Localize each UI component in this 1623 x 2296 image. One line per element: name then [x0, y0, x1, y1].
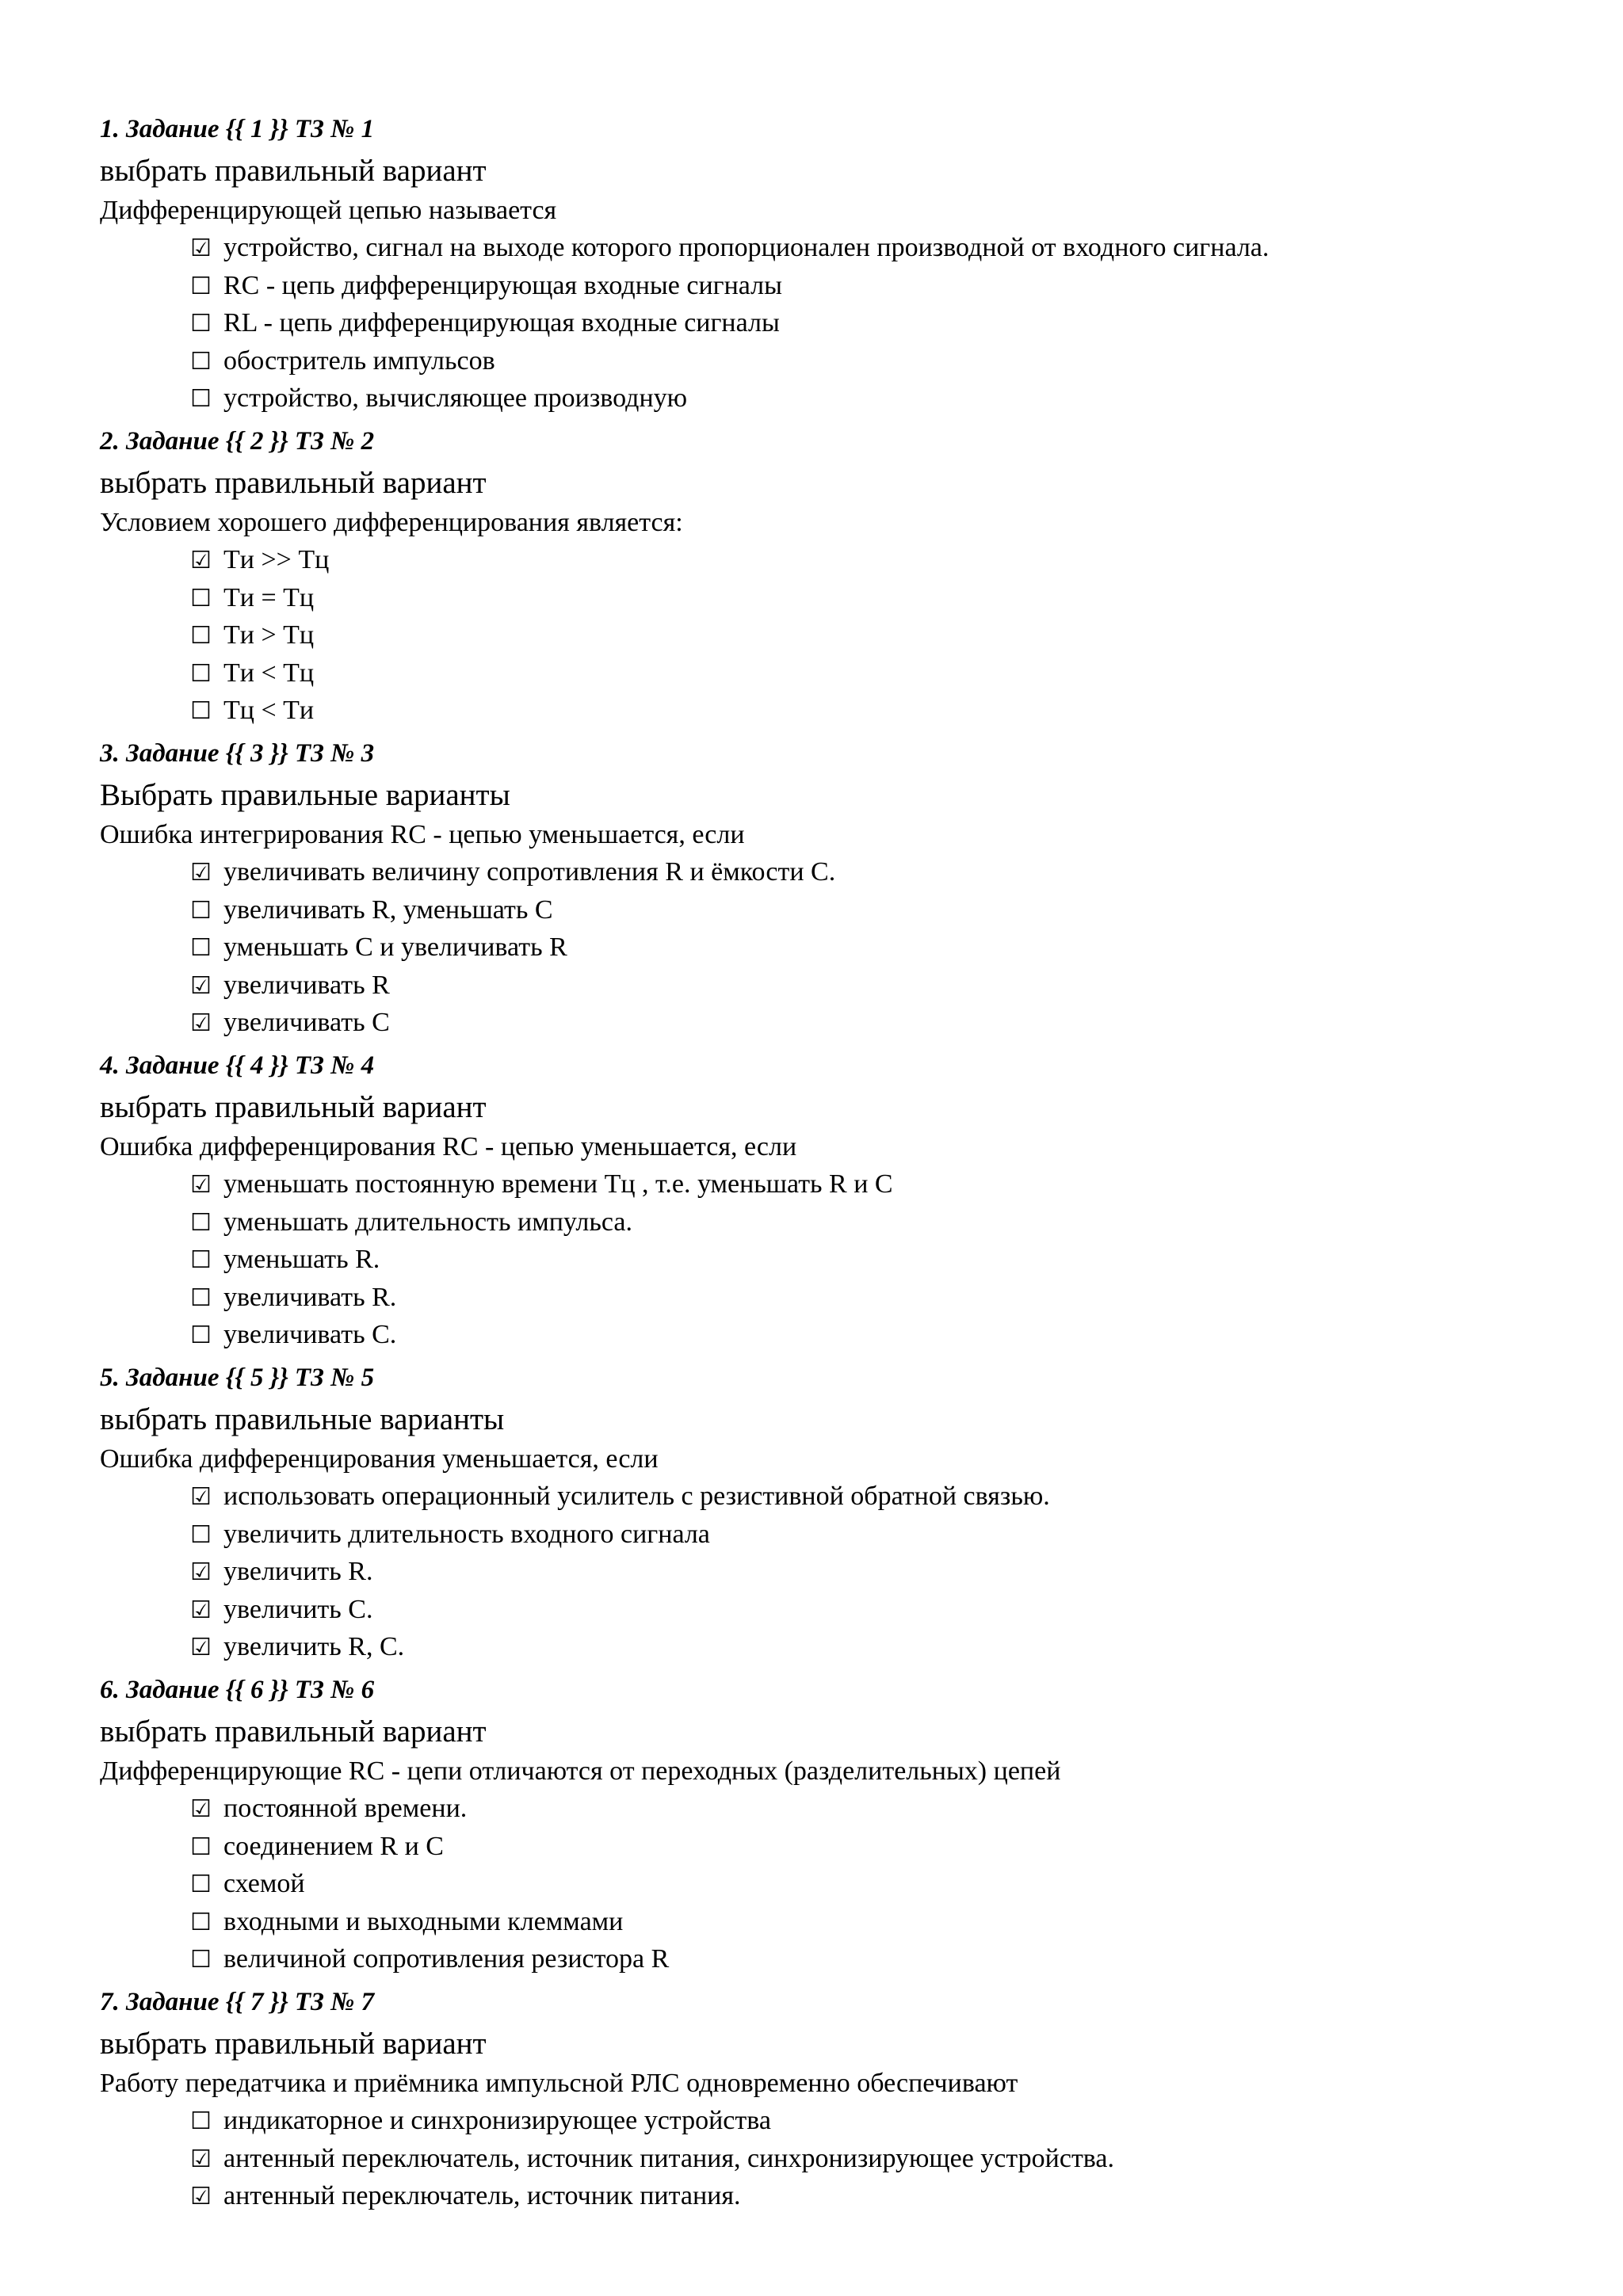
- answer-option[interactable]: [100, 1591, 1574, 1629]
- task-question: Ошибка дифференцирования уменьшается, если: [100, 1444, 659, 1474]
- task-instruction: выбрать правильный вариант: [100, 2027, 487, 2061]
- unchecked-box-icon[interactable]: ☐: [190, 1908, 212, 1936]
- answer-option[interactable]: [100, 1516, 1574, 1554]
- task-block: [100, 108, 1574, 420]
- answer-option-text: величиной сопротивления резистора R: [223, 1944, 670, 1974]
- answer-option-text: уменьшать C и увеличивать R: [223, 933, 567, 962]
- task-title: 2. Задание {{ 2 }} ТЗ № 2: [100, 427, 375, 456]
- task-instruction: выбрать правильные варианты: [100, 1402, 505, 1436]
- task-block: [100, 1044, 1574, 1356]
- unchecked-box-icon[interactable]: ☐: [190, 697, 212, 725]
- answer-option-text: увеличить R, C.: [223, 1632, 405, 1661]
- answer-option-text: увеличить R.: [223, 1557, 373, 1586]
- task-title: 1. Задание {{ 1 }} ТЗ № 1: [100, 115, 375, 143]
- unchecked-box-icon[interactable]: ☐: [190, 659, 212, 688]
- answer-options: [100, 229, 1574, 418]
- answer-option[interactable]: [100, 891, 1574, 929]
- answer-option[interactable]: [100, 267, 1574, 305]
- answer-options: [100, 1165, 1574, 1354]
- checked-box-icon[interactable]: ☑: [190, 547, 212, 574]
- task-title: 6. Задание {{ 6 }} ТЗ № 6: [100, 1676, 375, 1704]
- task-block: [100, 1669, 1574, 1981]
- unchecked-box-icon[interactable]: ☐: [190, 385, 212, 413]
- task-title: 3. Задание {{ 3 }} ТЗ № 3: [100, 739, 375, 768]
- task-block: [100, 732, 1574, 1044]
- answer-option[interactable]: [100, 1790, 1574, 1828]
- answer-option[interactable]: [100, 2177, 1574, 2215]
- task-instruction: выбрать правильный вариант: [100, 1090, 487, 1124]
- answer-option[interactable]: [100, 379, 1574, 418]
- checked-box-icon[interactable]: ☑: [190, 2145, 212, 2173]
- answer-option[interactable]: [100, 654, 1574, 692]
- answer-option[interactable]: [100, 1903, 1574, 1941]
- checked-box-icon[interactable]: ☑: [190, 1795, 212, 1823]
- answer-option[interactable]: [100, 1279, 1574, 1317]
- unchecked-box-icon[interactable]: ☐: [190, 272, 212, 300]
- answer-option-text: Tи >> Tц: [223, 545, 330, 574]
- answer-option-text: антенный переключатель, источник питания, синхронизирующее устройства.: [223, 2143, 1114, 2173]
- answer-option[interactable]: [100, 967, 1574, 1005]
- answer-option[interactable]: [100, 1478, 1574, 1516]
- answer-option-text: Tи > Tц: [223, 620, 315, 650]
- task-question: Ошибка интегрирования RC - цепью уменьшается, если: [100, 820, 745, 849]
- checked-box-icon[interactable]: ☑: [190, 859, 212, 887]
- unchecked-box-icon[interactable]: ☐: [190, 1520, 212, 1549]
- unchecked-box-icon[interactable]: ☐: [190, 2107, 212, 2135]
- task-question: Ошибка дифференцирования RC - цепью уменьшается, если: [100, 1132, 797, 1161]
- answer-option-text: Tи < Tц: [223, 658, 315, 688]
- answer-option-text: обостритель импульсов: [223, 345, 495, 376]
- task-title: 5. Задание {{ 5 }} ТЗ № 5: [100, 1363, 375, 1392]
- answer-option[interactable]: [100, 1165, 1574, 1203]
- task-question: Дифференцирующие RC - цепи отличаются от переходных (разделительных) цепей: [100, 1756, 1061, 1786]
- answer-option-text: антенный переключатель, источник питания.: [223, 2181, 741, 2210]
- unchecked-box-icon[interactable]: ☐: [190, 347, 212, 376]
- answer-option-text: увеличить C.: [223, 1594, 373, 1624]
- unchecked-box-icon[interactable]: ☐: [190, 896, 212, 925]
- unchecked-box-icon[interactable]: ☐: [190, 1322, 212, 1349]
- answer-option[interactable]: [100, 229, 1574, 267]
- answer-option-text: RL - цепь дифференцирующая входные сигналы: [223, 308, 780, 338]
- checked-box-icon[interactable]: ☑: [190, 235, 212, 262]
- checked-box-icon[interactable]: ☑: [190, 2183, 212, 2210]
- unchecked-box-icon[interactable]: ☐: [190, 934, 212, 962]
- test-document: [100, 108, 1574, 2293]
- task-block: [100, 1356, 1574, 1669]
- answer-option-text: увеличивать R: [223, 970, 390, 1000]
- answer-option[interactable]: [100, 2102, 1574, 2140]
- unchecked-box-icon[interactable]: ☐: [190, 1833, 212, 1861]
- answer-option-text: использовать операционный усилитель с резистивной обратной связью.: [223, 1482, 1050, 1511]
- task-block: [100, 420, 1574, 732]
- answer-option[interactable]: [100, 1241, 1574, 1279]
- unchecked-box-icon[interactable]: ☐: [190, 622, 212, 650]
- answer-option[interactable]: [100, 692, 1574, 730]
- task-instruction: Выбрать правильные варианты: [100, 778, 510, 812]
- answer-option-text: входными и выходными клеммами: [223, 1906, 624, 1936]
- answer-option-text: устройство, сигнал на выходе которого пропорционален производной от входного сигнала.: [223, 233, 1270, 262]
- answer-option-text: соединением R и C: [223, 1831, 444, 1861]
- unchecked-box-icon[interactable]: ☐: [190, 1946, 212, 1974]
- answer-option-text: постоянной времени.: [223, 1794, 468, 1823]
- answer-option-text: Tц < Tи: [223, 696, 315, 725]
- answer-options: [100, 1790, 1574, 1978]
- answer-option[interactable]: [100, 1316, 1574, 1354]
- task-question: Дифференцирующей цепью называется: [100, 196, 557, 225]
- checked-box-icon[interactable]: ☑: [190, 971, 212, 1000]
- checked-box-icon[interactable]: ☑: [190, 1634, 212, 1661]
- unchecked-box-icon[interactable]: ☐: [190, 1871, 212, 1898]
- answer-option-text: увеличивать C: [223, 1008, 390, 1037]
- task-instruction: выбрать правильный вариант: [100, 466, 487, 500]
- answer-option[interactable]: [100, 579, 1574, 617]
- answer-option[interactable]: [100, 1828, 1574, 1866]
- answer-option[interactable]: [100, 342, 1574, 380]
- answer-option[interactable]: [100, 616, 1574, 654]
- unchecked-box-icon[interactable]: ☐: [190, 1246, 212, 1274]
- answer-option[interactable]: [100, 853, 1574, 891]
- answer-option-text: RC - цепь дифференцирующая входные сигналы: [223, 270, 782, 300]
- answer-option-text: Tи = Tц: [223, 582, 315, 612]
- task-question: Работу передатчика и приёмника импульсной РЛС одновременно обеспечивают: [100, 2069, 1018, 2098]
- answer-options: [100, 853, 1574, 1042]
- answer-options: [100, 2102, 1574, 2215]
- answer-option-text: уменьшать длительность импульса.: [223, 1207, 632, 1237]
- checked-box-icon[interactable]: ☑: [190, 1596, 212, 1624]
- answer-option-text: увеличить длительность входного сигнала: [223, 1519, 710, 1549]
- answer-option-text: индикаторное и синхронизирующее устройства: [223, 2106, 771, 2135]
- task-title: 7. Задание {{ 7 }} ТЗ № 7: [100, 1988, 375, 2016]
- answer-option-text: уменьшать R.: [223, 1245, 380, 1274]
- answer-option[interactable]: [100, 1940, 1574, 1978]
- task-instruction: выбрать правильный вариант: [100, 1714, 487, 1749]
- task-title: 4. Задание {{ 4 }} ТЗ № 4: [100, 1051, 375, 1080]
- answer-option-text: увеличивать R.: [223, 1282, 397, 1312]
- answer-option-text: схемой: [223, 1869, 305, 1898]
- checked-box-icon[interactable]: ☑: [190, 1483, 212, 1511]
- task-question: Условием хорошего дифференцирования является:: [100, 508, 683, 537]
- answer-option[interactable]: [100, 1553, 1574, 1591]
- answer-option-text: устройство, вычисляющее производную: [223, 383, 688, 413]
- checked-box-icon[interactable]: ☑: [190, 1009, 212, 1037]
- checked-box-icon[interactable]: ☑: [190, 1558, 212, 1586]
- answer-option-text: уменьшать постоянную времени Tц , т.е. уменьшать R и C: [223, 1169, 893, 1199]
- unchecked-box-icon[interactable]: ☐: [190, 1208, 212, 1237]
- answer-option-text: увеличивать величину сопротивления R и ёмкости C.: [223, 857, 836, 887]
- answer-options: [100, 1478, 1574, 1666]
- answer-option[interactable]: [100, 1203, 1574, 1241]
- answer-option[interactable]: [100, 2140, 1574, 2178]
- answer-option-text: увеличивать R, уменьшать C: [223, 894, 553, 925]
- task-instruction: выбрать правильный вариант: [100, 154, 487, 188]
- unchecked-box-icon[interactable]: ☐: [190, 310, 212, 338]
- checked-box-icon[interactable]: ☑: [190, 1171, 212, 1199]
- answer-options: [100, 541, 1574, 730]
- task-block: [100, 1981, 1574, 2293]
- answer-option[interactable]: [100, 541, 1574, 579]
- answer-option[interactable]: [100, 1865, 1574, 1903]
- answer-option[interactable]: [100, 1628, 1574, 1666]
- answer-option[interactable]: [100, 1004, 1574, 1042]
- answer-option-text: увеличивать C.: [223, 1320, 397, 1349]
- answer-option[interactable]: [100, 304, 1574, 342]
- unchecked-box-icon[interactable]: ☐: [190, 1283, 212, 1312]
- answer-option[interactable]: [100, 929, 1574, 967]
- unchecked-box-icon[interactable]: ☐: [190, 584, 212, 612]
